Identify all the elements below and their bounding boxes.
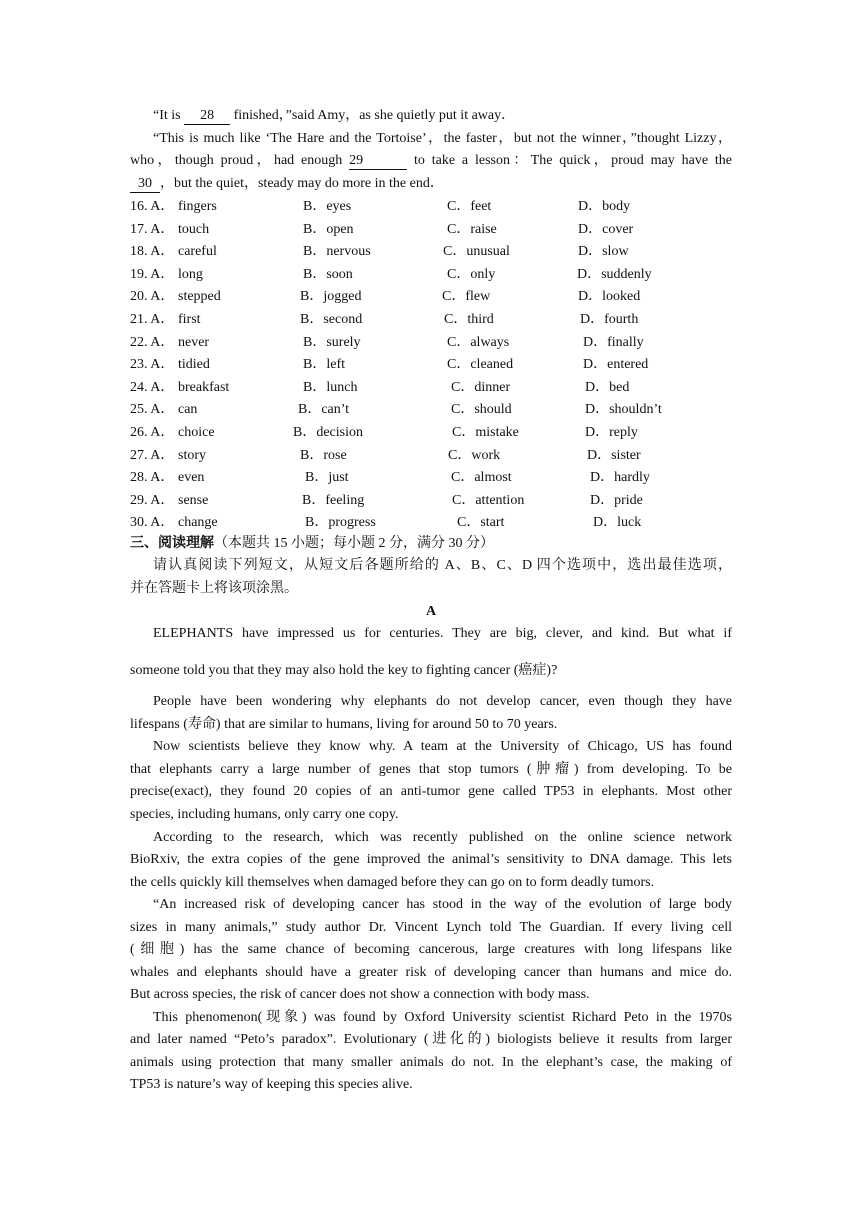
section-note: （本题共 15 小题；每小题 2 分，满分 30 分）	[214, 536, 494, 551]
option-d: D．suddenly	[577, 266, 652, 282]
passage-line: lifespans (寿命) that are similar to humans, living for around 50 to 70 years.	[130, 717, 558, 732]
option-b: B．lunch	[303, 379, 358, 395]
option-c: C．feet	[447, 199, 492, 214]
option-a: even	[178, 470, 205, 486]
question-number: 17. A．	[130, 221, 175, 237]
question-number: 29. A．	[130, 492, 175, 508]
option-d: D．body	[578, 199, 631, 214]
option-b: B．feeling	[302, 492, 365, 508]
question-number: 24. A．	[130, 379, 175, 395]
option-a: careful	[178, 244, 217, 260]
option-c: C．flew	[442, 289, 491, 305]
question-number: 19. A．	[130, 266, 175, 282]
passage-line: the cells quickly kill themselves when damaged before they can go on to form deadly tumors.	[130, 875, 655, 890]
option-d: D．luck	[593, 515, 642, 531]
option-a: breakfast	[178, 379, 230, 395]
option-b: B．jogged	[300, 289, 362, 305]
blank-28: 28	[184, 108, 230, 125]
passage-line: People have been wondering why elephants do not develop cancer, even though they have	[153, 694, 732, 709]
question-number: 16. A．	[130, 199, 175, 214]
question-number: 27. A．	[130, 447, 175, 463]
question-number: 30. A．	[130, 515, 175, 531]
passage-label: A	[425, 604, 437, 619]
option-a: choice	[178, 425, 215, 440]
passage-line: whales and elephants should have a greater risk of developing cancer than humans and mice do.	[130, 965, 732, 980]
passage-line: ELEPHANTS have impressed us for centuries. They are big, clever, and kind. But what if	[153, 626, 732, 641]
option-c: C．dinner	[451, 379, 511, 395]
option-b: B．decision	[293, 425, 363, 440]
passage-line: TP53 is nature’s way of keeping this species alive.	[130, 1077, 413, 1092]
passage-line: someone told you that they may also hold the key to fighting cancer (癌症)?	[130, 663, 558, 678]
option-a: tidied	[178, 357, 210, 373]
cloze-line-1: “It is 28 finished，”said Amy，as she quietly put it away．	[153, 108, 516, 123]
option-b: B．left	[303, 357, 345, 373]
passage-line: BioRxiv, the extra copies of the gene improved the animal’s sensitivity to DNA damage. This lets	[130, 852, 732, 867]
option-c: C．attention	[452, 492, 525, 508]
option-b: B．surely	[303, 334, 361, 350]
question-number: 22. A．	[130, 334, 175, 350]
option-b: B．soon	[303, 266, 353, 282]
option-b: B．eyes	[303, 199, 352, 214]
option-b: B．just	[305, 470, 349, 486]
option-c: C．unusual	[443, 244, 510, 260]
passage-line: precise(exact), they found 20 copies of an anti-tumor gene called TP53 in elephants. Most other	[130, 784, 732, 799]
option-d: D．fourth	[580, 312, 639, 327]
option-b: B．nervous	[303, 244, 371, 260]
cloze-line-3: who，though proud，had enough 29 to take a lesson：The quick，proud may have the	[130, 153, 732, 168]
blank-29: 29	[349, 153, 407, 170]
option-d: D．reply	[585, 425, 638, 440]
option-c: C．should	[451, 402, 512, 418]
passage-line: But across species, the risk of cancer does not show a connection with body mass.	[130, 987, 590, 1002]
question-number: 21. A．	[130, 312, 175, 327]
blank-30: 30	[130, 176, 160, 193]
option-a: never	[178, 334, 210, 350]
option-b: B．second	[300, 312, 363, 327]
passage-line: sizes in many animals,” study author Dr. Vincent Lynch told The Guardian. If every living cell	[130, 920, 732, 935]
option-b: B．rose	[300, 447, 347, 463]
option-d: D．hardly	[590, 470, 650, 486]
passage-line: animals using protection that many smaller animals do not. In the elephant’s case, the making of	[130, 1055, 732, 1070]
option-d: D．finally	[583, 334, 644, 350]
option-d: D．looked	[578, 289, 641, 305]
section-heading	[130, 535, 494, 553]
option-c: C．raise	[447, 221, 497, 237]
option-a: long	[178, 266, 203, 282]
question-number: 28. A．	[130, 470, 175, 486]
option-a: sense	[178, 492, 209, 508]
option-d: D．shouldn’t	[585, 402, 662, 418]
option-b: B．progress	[305, 515, 376, 531]
option-c: C．mistake	[452, 425, 519, 440]
passage-line: that elephants carry a large number of genes that stop tumors (肿瘤) from developing. To be	[130, 762, 732, 777]
instruction-line-1: 请认真阅读下列短文，从短文后各题所给的 A、B、C、D 四个选项中，选出最佳选项，	[153, 558, 732, 573]
option-c: C．work	[448, 447, 501, 463]
option-c: C．start	[457, 515, 505, 531]
option-d: D．bed	[585, 379, 630, 395]
option-d: D．sister	[587, 447, 641, 463]
option-a: change	[178, 515, 218, 531]
option-a: story	[178, 447, 206, 463]
option-d: D．entered	[583, 357, 649, 373]
option-c: C．almost	[451, 470, 512, 486]
option-c: C．always	[447, 334, 510, 350]
option-a: stepped	[178, 289, 221, 305]
passage-line: Now scientists believe they know why. A team at the University of Chicago, US has found	[153, 739, 732, 754]
instruction-line-2: 并在答题卡上将该项涂黑。	[130, 581, 298, 596]
cloze-line-2: “This is much like ‘The Hare and the Tortoise’，the faster，but not the winner，”thought Lizzy，	[153, 131, 732, 146]
question-number: 23. A．	[130, 357, 175, 373]
passage-line: “An increased risk of developing cancer has stood in the way of the evolution of large body	[153, 897, 732, 912]
section-title: 三、阅读理解	[130, 536, 214, 551]
option-d: D．cover	[578, 221, 634, 237]
question-number: 25. A．	[130, 402, 175, 418]
passage-line: This phenomenon(现象) was found by Oxford University scientist Richard Peto in the 1970s	[153, 1010, 732, 1025]
question-number: 20. A．	[130, 289, 175, 305]
option-a: first	[178, 312, 201, 327]
option-a: can	[178, 402, 198, 418]
question-number: 26. A．	[130, 425, 175, 440]
option-c: C．third	[444, 312, 494, 327]
passage-line: species, including humans, only carry one copy.	[130, 807, 399, 822]
option-a: fingers	[178, 199, 217, 214]
passage-line: (细胞) has the same chance of becoming cancerous, large creatures with long lifespans like	[130, 942, 732, 957]
cloze-line-4: 30 ，but the quiet，steady may do more in the end．	[130, 175, 732, 193]
option-d: D．pride	[590, 492, 643, 508]
option-b: B．can’t	[298, 402, 350, 418]
option-a: touch	[178, 221, 210, 237]
option-c: C．cleaned	[447, 357, 514, 373]
option-c: C．only	[447, 266, 496, 282]
option-d: D．slow	[578, 244, 629, 260]
passage-line: According to the research, which was recently published on the online science network	[153, 830, 732, 845]
option-b: B．open	[303, 221, 354, 237]
passage-line: and later named “Peto’s paradox”. Evolutionary (进化的) biologists believe it results from larger	[130, 1032, 732, 1047]
question-number: 18. A．	[130, 244, 175, 260]
